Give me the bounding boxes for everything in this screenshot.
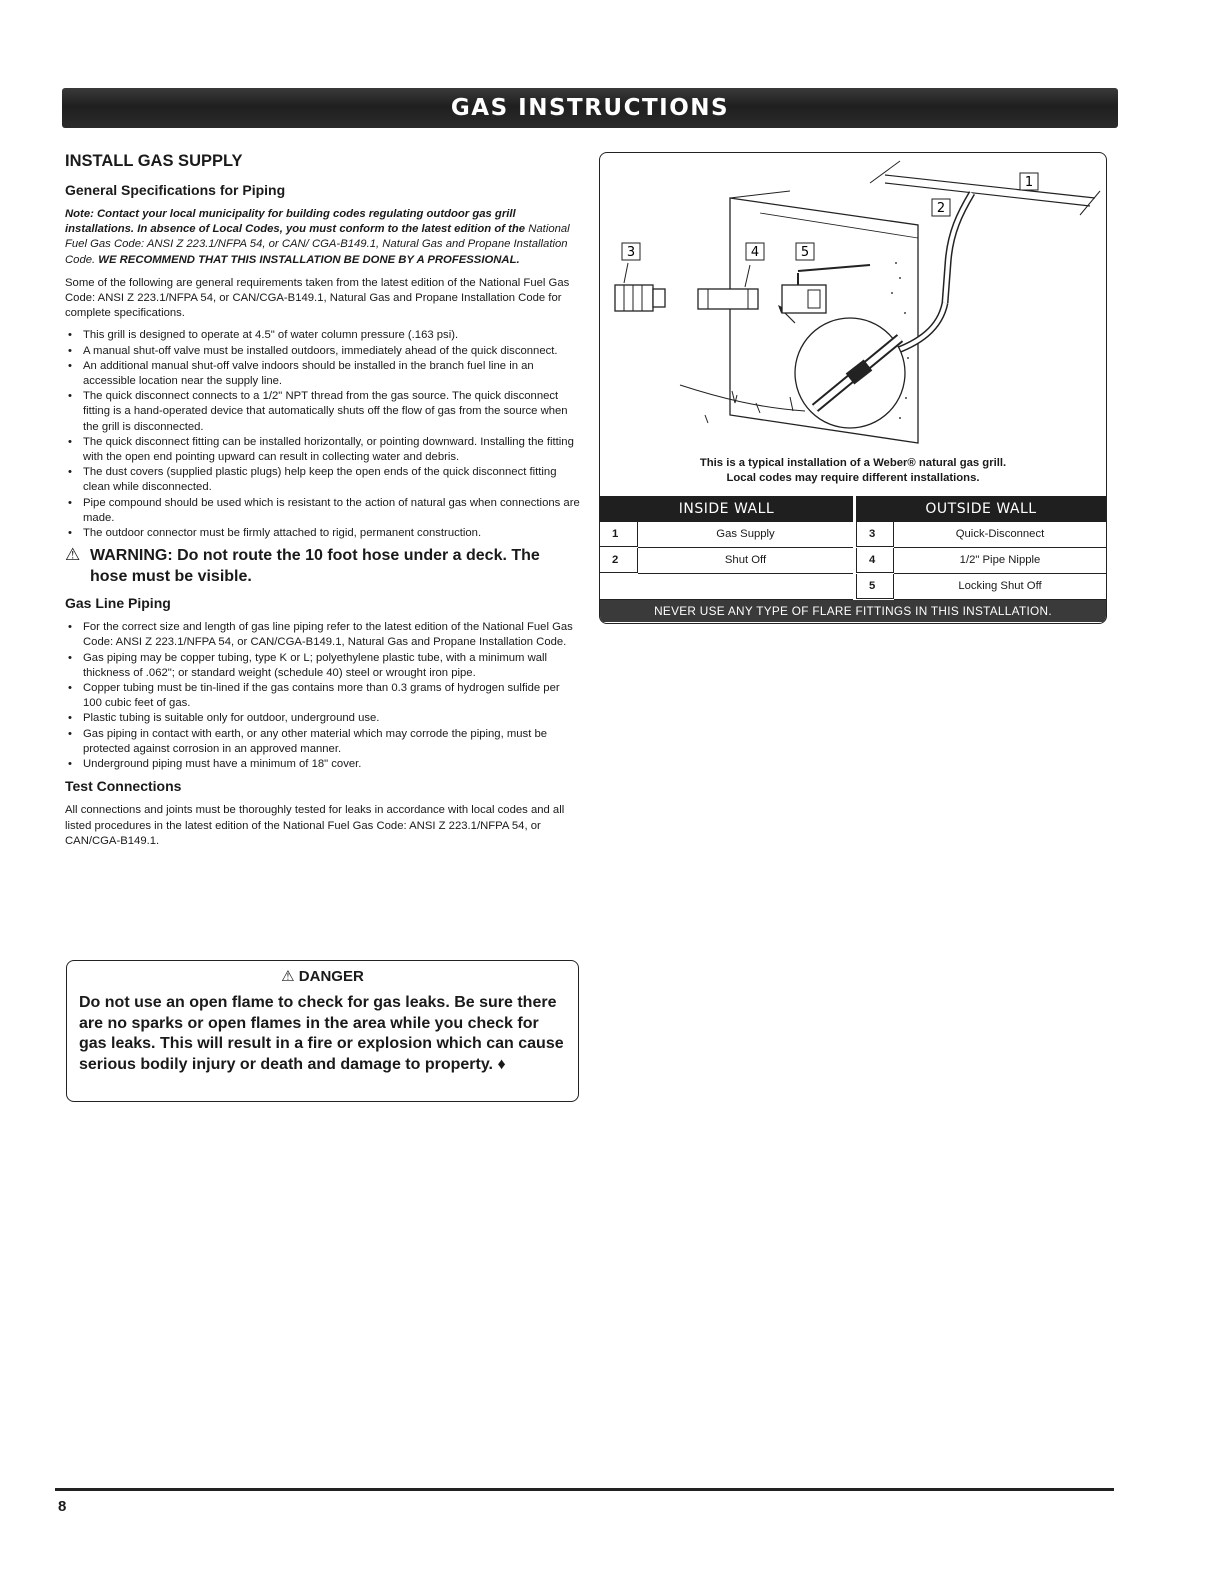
gas-line-list [65,620,580,772]
row-label: Quick-Disconnect [894,522,1106,548]
caption-line-1: This is a typical installation of a Weber® natural gas grill. [699,457,1007,469]
list-item: • A manual shut-off valve must be installed outdoors, immediately ahead of the quick disconnect. [65,344,580,359]
row-number: 5 [856,574,894,599]
danger-box [66,960,579,1102]
flare-warning-bar: NEVER USE ANY TYPE OF FLARE FITTINGS IN THIS INSTALLATION. [600,600,1106,622]
danger-title [67,967,578,985]
page-title: GAS INSTRUCTIONS [62,88,1118,128]
bottom-rule [55,1488,1114,1491]
outside-wall-header: OUTSIDE WALL [856,496,1106,522]
list-item: • The quick disconnect connects to a 1/2" NPT thread from the gas source. The quick disconnect fitting is a hand-operated device that automatically shuts off the flow of gas from the source when the grill is disconnected. [65,389,580,435]
page-number: 8 [58,1498,67,1515]
left-column [65,152,580,856]
installation-figure [599,152,1107,624]
list-item: • Copper tubing must be tin-lined if the gas contains more than 0.3 grams of hydrogen sulfide per 100 cubic feet of gas. [65,681,580,711]
danger-title-text: DANGER [298,968,364,985]
row-number: 2 [600,548,638,573]
row-label: Gas Supply [638,522,853,548]
list-item: • Pipe compound should be used which is resistant to the action of natural gas when connections are made. [65,496,580,526]
test-connections-text: All connections and joints must be thoroughly tested for leaks in accordance with local codes and all listed procedures in the latest edition of the National Fuel Gas Code: ANSI Z 223.1/NFPA 54, or CAN/CGA-B149.1. [65,804,565,847]
list-item: • Gas piping may be copper tubing, type K or L; polyethylene plastic tube, with a minimum wall thickness of .062"; or standard weight (schedule 40) steel or wrought iron pipe. [65,651,580,681]
quick-disconnect-part [615,263,665,311]
installation-illustration [600,153,1106,453]
empty-cell [600,574,853,600]
general-spec-list [65,328,580,541]
list-item: • For the correct size and length of gas line piping refer to the latest edition of the National Fuel Gas Code: ANSI Z 223.1/NFPA 54, or CAN/CGA-B149.1, Natural Gas and Propane Installation Code. [65,620,580,650]
row-number: 3 [856,522,894,547]
list-item: • The quick disconnect fitting can be installed horizontally, or pointing downward. Installing the fitting with the open end pointing upward can result in collecting water and debris. [65,435,580,465]
warning-block [65,545,580,587]
figure-caption [600,456,1106,486]
list-item: • An additional manual shut-off valve indoors should be installed in the branch fuel line in an accessible location near the supply line. [65,359,580,389]
intro-paragraph: Some of the following are general requirements taken from the latest edition of the National Fuel Gas Code: ANSI Z 223.1/NFPA 54, or CAN/CGA-B149.1, Natural Gas and Propane Installation Code for complete specifications. [65,276,570,320]
list-item: • The outdoor connector must be firmly attached to rigid, permanent construction. [65,526,580,541]
warning-triangle-icon: ⚠ [281,968,299,985]
table-row [600,548,1106,573]
row-number: 1 [600,522,638,547]
list-item: • Gas piping in contact with earth, or any other material which may corrode the piping, must be protected against corrosion in an approved manner. [65,727,580,757]
gas-line-heading: Gas Line Piping [65,595,171,612]
list-item: • Underground piping must have a minimum of 18" cover. [65,757,580,772]
note-part-3: WE RECOMMEND THAT THIS INSTALLATION BE DONE BY A PROFESSIONAL. [95,253,520,266]
danger-text: Do not use an open flame to check for gas leaks. Be sure there are no sparks or open flames in the area while you check for gas leaks. This will result in a fire or explosion which can cause serious bodily injury or death and damage to property. ♦ [79,994,564,1073]
inside-wall-header: INSIDE WALL [600,496,853,522]
caption-line-2: Local codes may require different installations. [726,472,980,484]
callout-5: 5 [800,245,810,260]
callout-3: 3 [626,245,636,260]
callout-1: 1 [1024,175,1034,190]
general-spec-heading: General Specifications for Piping [65,182,286,198]
table-row [600,522,1106,547]
list-item: • This grill is designed to operate at 4.5" of water column pressure (.163 psi). [65,328,580,343]
row-label: Shut Off [638,548,853,574]
table-row [600,574,1106,599]
test-connections-heading: Test Connections [65,778,182,795]
callout-4: 4 [750,245,760,260]
row-label: Locking Shut Off [894,574,1106,600]
list-item: • Plastic tubing is suitable only for outdoor, underground use. [65,711,580,726]
note-part-1: Note: Contact your local municipality for building codes regulating outdoor gas grill installations. In absence of Local Codes, you must conform to the latest edition of the [65,208,529,236]
note-paragraph [65,207,580,268]
section-heading: INSTALL GAS SUPPLY [65,152,243,170]
warning-triangle-icon: ⚠ [65,545,81,565]
row-number: 4 [856,548,894,573]
warning-text: WARNING: Do not route the 10 foot hose under a deck. The hose must be visible. [90,547,540,586]
callout-2: 2 [936,201,946,216]
list-item: • The dust covers (supplied plastic plugs) help keep the open ends of the quick disconnect fitting clean while disconnected. [65,465,580,495]
row-label: 1/2" Pipe Nipple [894,548,1106,574]
note-part-2: National Fuel Gas Code: ANSI Z 223.1/NFPA 54, or CAN/ CGA-B149.1, Natural Gas and Propane Installation Code. [65,223,570,266]
